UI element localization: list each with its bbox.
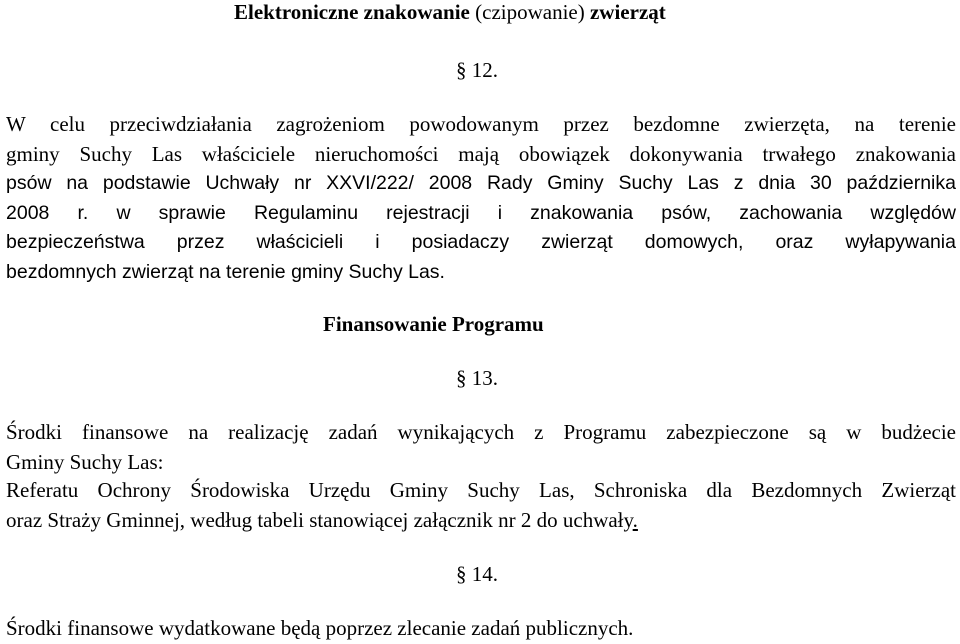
paragraph-12-text bbox=[6, 110, 956, 287]
paragraph-14-line-1: Środki finansowe wydatkowane będą poprzez zlecanie zadań publicznych. bbox=[6, 616, 634, 640]
paragraph-13-text-b bbox=[6, 476, 956, 535]
paragraph-number-14: § 14. bbox=[456, 562, 498, 586]
heading-bold-part-1: Elektroniczne znakowanie bbox=[234, 0, 470, 24]
paragraph-13-line-4 bbox=[6, 506, 956, 536]
paragraph-14-text bbox=[6, 614, 956, 644]
section-heading-chipping bbox=[234, 0, 666, 28]
paragraph-13-line-1: Środki finansowe na realizację zadań wynikających z Programu zabezpieczone są w budżecie bbox=[6, 420, 956, 444]
heading-normal-part: (czipowanie) bbox=[469, 0, 590, 24]
paragraph-13-line-3: Referatu Ochrony Środowiska Urzędu Gminy Suchy Las, Schroniska dla Bezdomnych Zwierząt bbox=[6, 478, 956, 502]
underlined-period: . bbox=[632, 507, 638, 532]
paragraph-12-line-1: W celu przeciwdziałania zagrożeniom powodowanym przez bezdomne zwierzęta, na terenie bbox=[6, 112, 956, 136]
paragraph-12-line-4: 2008 r. w sprawie Regulaminu rejestracji i znakowania psów, zachowania względów bbox=[6, 201, 956, 224]
paragraph-number-12: § 12. bbox=[456, 58, 498, 82]
paragraph-13-line-2: Gminy Suchy Las: bbox=[6, 449, 164, 474]
document-page bbox=[6, 0, 956, 644]
paragraph-13-line-4-text: oraz Straży Gminnej, według tabeli stanowiącej załącznik nr 2 do uchwały bbox=[6, 507, 633, 532]
paragraph-12-line-6: bezdomnych zwierząt na terenie gminy Suchy Las. bbox=[6, 260, 445, 283]
paragraph-12-line-2: gminy Suchy Las właściciele nieruchomości mają obowiązek dokonywania trwałego znakowania bbox=[6, 141, 956, 166]
paragraph-number-13: § 13. bbox=[456, 366, 498, 390]
paragraph-12-line-5: bezpieczeństwa przez właścicieli i posiadaczy zwierząt domowych, oraz wyłapywania bbox=[6, 231, 956, 253]
heading-bold-part-2: zwierząt bbox=[589, 0, 666, 24]
paragraph-12-line-3: psów na podstawie Uchwały nr XXVI/222/ 2008 Rady Gminy Suchy Las z dnia 30 października bbox=[6, 172, 956, 194]
paragraph-13-text-a bbox=[6, 418, 956, 477]
section-heading-financing: Finansowanie Programu bbox=[323, 312, 544, 336]
